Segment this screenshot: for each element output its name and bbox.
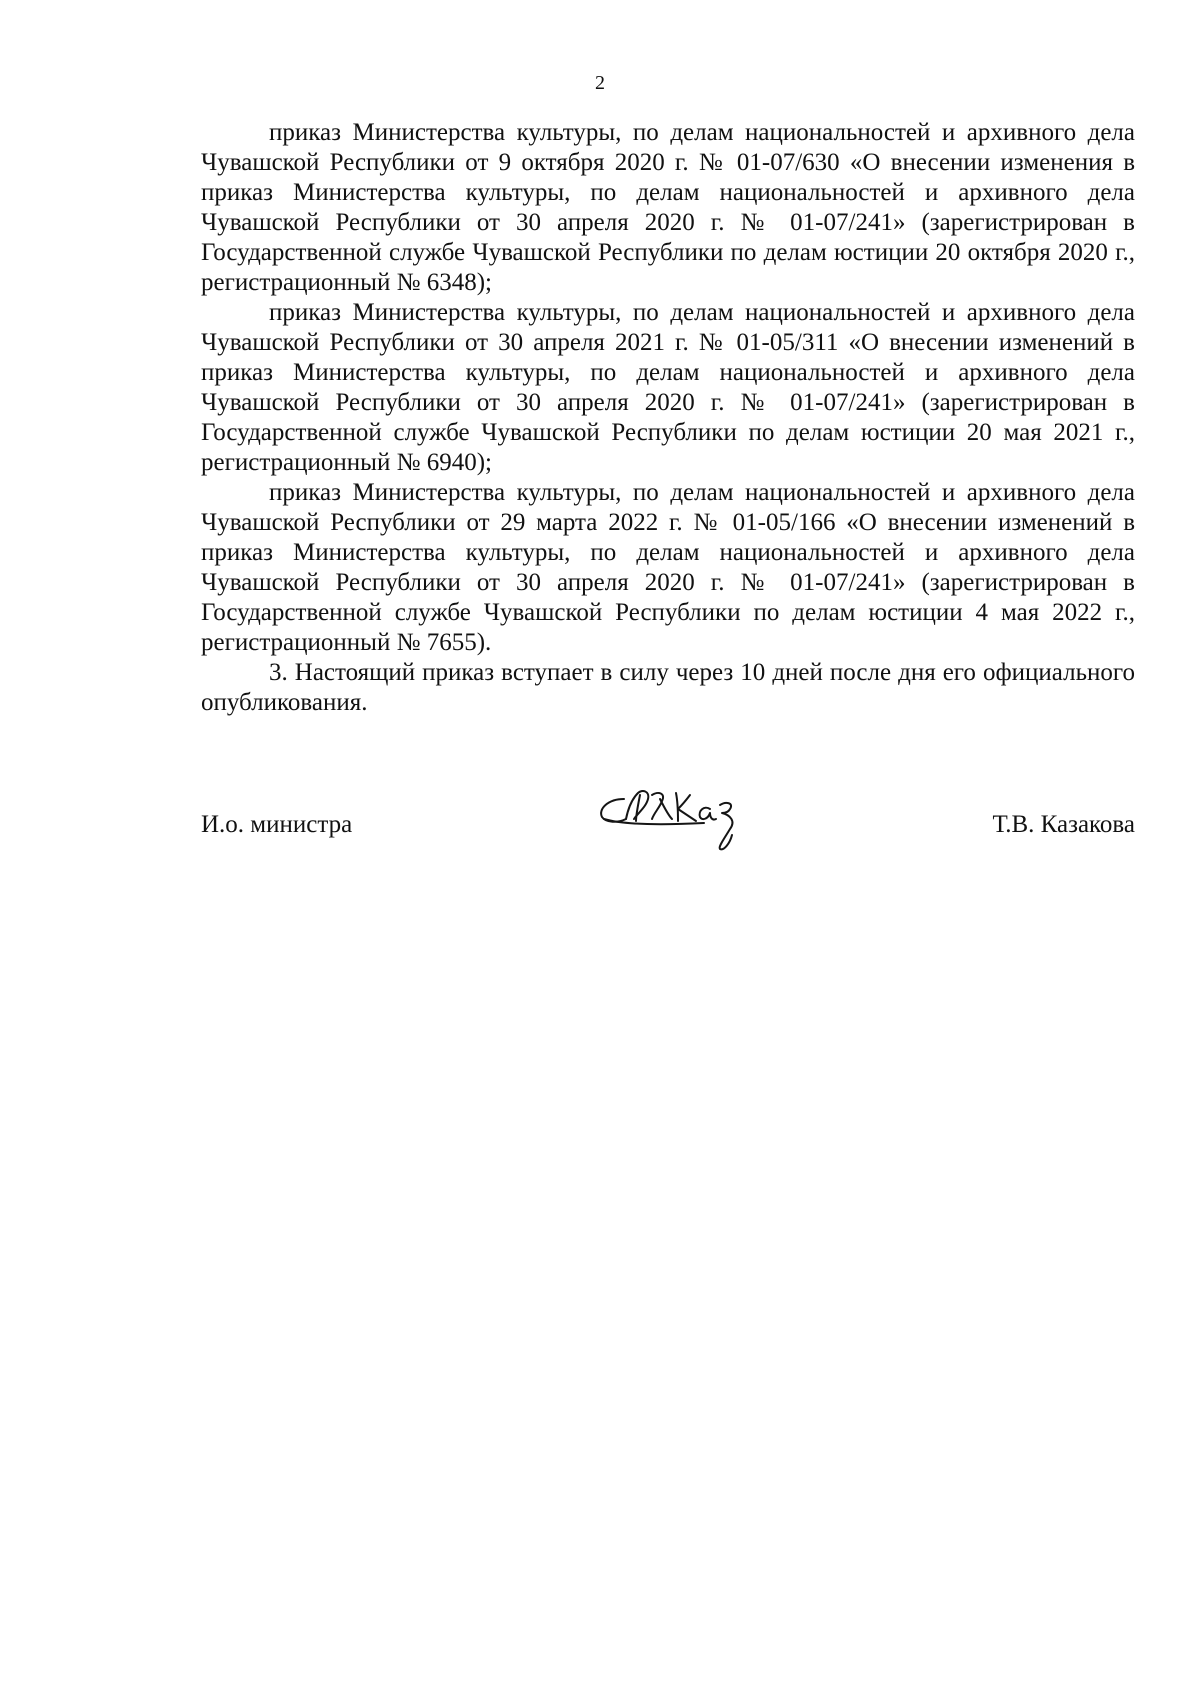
handwritten-signature: [594, 785, 764, 853]
paragraph-order-2021: приказ Министерства культуры, по делам национальностей и архивного дела Чувашской Республики от 30 апреля 2021 г. № 01-05/311 «О внесении изменений в приказ Министерства культуры, по делам национальностей и архивного дела Чувашской Республики от 30 апреля 2020 г. № 01-07/241» (зарегистрирован в Государственной службе Чувашской Республики по делам юстиции 20 мая 2021 г., регистрационный № 6940);: [201, 299, 1135, 476]
page-number: 2: [595, 72, 605, 94]
paragraph-order-2020: приказ Министерства культуры, по делам национальностей и архивного дела Чувашской Республики от 9 октября 2020 г. № 01-07/630 «О внесении изменения в приказ Министерства культуры, по делам национальностей и архивного дела Чувашской Республики от 30 апреля 2020 г. № 01-07/241» (зарегистрирован в Государственной службе Чувашской Республики по делам юстиции 20 октября 2020 г., регистрационный № 6348);: [201, 119, 1135, 296]
document-body: [201, 118, 1135, 718]
paragraph-order-2022: приказ Министерства культуры, по делам национальностей и архивного дела Чувашской Республики от 29 марта 2022 г. № 01-05/166 «О внесении изменений в приказ Министерства культуры, по делам национальностей и архивного дела Чувашской Республики от 30 апреля 2020 г. № 01-07/241» (зарегистрирован в Государственной службе Чувашской Республики по делам юстиции 4 мая 2022 г., регистрационный № 7655).: [201, 479, 1135, 656]
signer-name: Т.В. Казакова: [992, 811, 1135, 838]
signer-position: И.о. министра: [201, 811, 353, 838]
paragraph-effective-date: 3. Настоящий приказ вступает в силу через 10 дней после дня его официального опубликования.: [201, 659, 1135, 716]
signature-block: [201, 785, 1135, 865]
